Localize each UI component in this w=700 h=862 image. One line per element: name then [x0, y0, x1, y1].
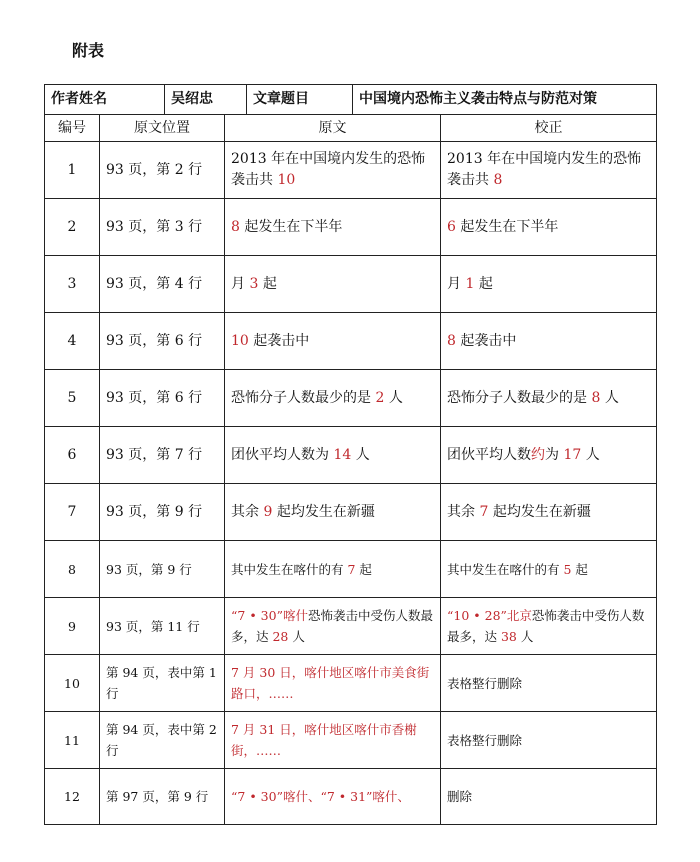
text-segment: 起 [474, 275, 493, 292]
text-segment: 恐怖袭击中受伤人数最多，达 [231, 608, 433, 644]
header-location: 原文位置 [100, 115, 225, 142]
row-original [225, 484, 441, 541]
meta-row [45, 85, 657, 115]
text-segment: 人 [600, 389, 619, 406]
text-segment: 起袭击中 [248, 332, 310, 349]
header-row [45, 115, 657, 142]
row-correction [441, 712, 657, 769]
author-label: 作者姓名 [45, 85, 165, 114]
row-number: 10 [45, 655, 100, 712]
row-original [225, 541, 441, 598]
row-original [225, 142, 441, 199]
table-row [45, 313, 657, 370]
table-row [45, 427, 657, 484]
row-correction [441, 769, 657, 825]
text-segment: 2013 年在中国境内发生的恐怖袭击共 [447, 151, 642, 188]
row-number: 3 [45, 256, 100, 313]
text-segment: 人 [351, 446, 370, 463]
highlighted-text: 9 [263, 503, 273, 520]
row-correction [441, 142, 657, 199]
highlighted-text: 8 [493, 172, 503, 188]
highlighted-text: 14 [333, 446, 352, 463]
text-segment: 2013 年在中国境内发生的恐怖袭击共 [231, 151, 426, 188]
text-segment: 人 [581, 446, 600, 463]
table-row [45, 370, 657, 427]
row-location: 第 97 页，第 9 行 [100, 769, 225, 825]
text-segment: 人 [384, 389, 403, 406]
highlighted-text: 8 [447, 332, 456, 349]
text-segment: 恐怖分子人数最少的是 [447, 389, 592, 406]
table-row [45, 712, 657, 769]
text-segment: 人 [288, 629, 305, 644]
text-segment: 为 [545, 446, 564, 463]
article-title: 中国境内恐怖主义袭击特点与防范对策 [359, 91, 597, 107]
header-correction: 校正 [441, 115, 657, 142]
text-segment: 其余 [231, 503, 264, 520]
text-segment: 起 [355, 561, 372, 577]
table-row [45, 142, 657, 199]
row-correction [441, 541, 657, 598]
highlighted-text: 7 月 30 日，喀什地区喀什市美食街路口，…… [231, 665, 430, 701]
text-segment: 恐怖袭击中受伤人数最多，达 [447, 608, 645, 644]
row-location: 93 页，第 3 行 [100, 199, 225, 256]
row-correction [441, 427, 657, 484]
highlighted-text: 10 [231, 332, 249, 349]
table-row [45, 484, 657, 541]
text-segment: 月 [447, 275, 466, 292]
table-row [45, 769, 657, 825]
meta-cell [45, 85, 657, 115]
row-location: 第 94 页，表中第 2 行 [100, 712, 225, 769]
text-segment: 起袭击中 [455, 332, 517, 349]
highlighted-text: 8 [231, 218, 240, 235]
row-location: 93 页，第 4 行 [100, 256, 225, 313]
row-location: 93 页，第 7 行 [100, 427, 225, 484]
row-original [225, 427, 441, 484]
highlighted-text: 2 [375, 389, 385, 406]
row-location: 93 页，第 2 行 [100, 142, 225, 199]
text-segment: 起发生在下半年 [455, 218, 559, 235]
highlighted-text: 38 [500, 629, 517, 644]
appendix-title: 附表 [72, 41, 105, 60]
title-label: 文章题目 [247, 85, 353, 114]
row-original [225, 598, 441, 655]
highlighted-text: 10 [277, 172, 296, 188]
highlighted-text: 1 [465, 275, 475, 292]
row-correction [441, 199, 657, 256]
errata-table [44, 84, 657, 825]
highlighted-text: “7 • 30”喀什 [231, 608, 308, 623]
row-location: 93 页，第 9 行 [100, 541, 225, 598]
row-location: 93 页，第 9 行 [100, 484, 225, 541]
row-correction [441, 370, 657, 427]
highlighted-text: 7 月 31 日，喀什地区喀什市香榭街，…… [231, 722, 417, 758]
row-location: 93 页，第 11 行 [100, 598, 225, 655]
highlighted-text: 7 [347, 561, 356, 577]
table-row [45, 598, 657, 655]
text-segment: 表格整行删除 [447, 675, 523, 691]
text-segment: 恐怖分子人数最少的是 [231, 389, 376, 406]
header-original: 原文 [225, 115, 441, 142]
row-number: 2 [45, 199, 100, 256]
table-row [45, 199, 657, 256]
highlighted-text: 7 [479, 503, 489, 520]
table-row [45, 541, 657, 598]
text-segment: 起发生在下半年 [239, 218, 343, 235]
text-segment: 表格整行删除 [447, 732, 523, 748]
highlighted-text: 5 [563, 561, 572, 577]
row-number: 1 [45, 142, 100, 199]
highlighted-text: “10 • 28”北京 [447, 608, 532, 623]
row-original [225, 313, 441, 370]
row-location: 93 页，第 6 行 [100, 313, 225, 370]
text-segment: 其中发生在喀什的有 [231, 561, 348, 577]
row-number: 9 [45, 598, 100, 655]
row-original [225, 256, 441, 313]
row-location: 第 94 页，表中第 1 行 [100, 655, 225, 712]
row-number: 6 [45, 427, 100, 484]
text-segment: 其中发生在喀什的有 [447, 561, 564, 577]
row-original [225, 655, 441, 712]
row-number: 8 [45, 541, 100, 598]
row-original [225, 370, 441, 427]
row-number: 7 [45, 484, 100, 541]
row-correction [441, 655, 657, 712]
row-number: 4 [45, 313, 100, 370]
header-num: 编号 [45, 115, 100, 142]
row-location: 93 页，第 6 行 [100, 370, 225, 427]
row-number: 5 [45, 370, 100, 427]
text-segment: 团伙平均人数 [447, 446, 531, 463]
text-segment: 人 [516, 629, 534, 644]
table-row [45, 655, 657, 712]
text-segment: 团伙平均人数为 [231, 446, 334, 463]
table-row [45, 256, 657, 313]
text-segment: 起均发生在新疆 [488, 503, 591, 520]
highlighted-text: 17 [563, 446, 582, 463]
row-original [225, 199, 441, 256]
highlighted-text: 3 [249, 275, 259, 292]
highlighted-text: “7 • 30”喀什、“7 • 31”喀什、 [231, 789, 410, 804]
row-correction [441, 256, 657, 313]
text-segment: 其余 [447, 503, 480, 520]
row-correction [441, 598, 657, 655]
highlighted-text: 8 [591, 389, 601, 406]
row-original [225, 769, 441, 825]
row-number: 11 [45, 712, 100, 769]
text-segment: 起均发生在新疆 [272, 503, 375, 520]
text-segment: 起 [571, 561, 588, 577]
highlighted-text: 28 [272, 629, 289, 644]
text-segment: 删除 [447, 789, 473, 804]
row-original [225, 712, 441, 769]
row-correction [441, 484, 657, 541]
row-correction [441, 313, 657, 370]
author-name: 吴绍忠 [165, 85, 247, 114]
highlighted-text: 6 [447, 218, 456, 235]
highlighted-text: 约 [531, 446, 545, 463]
text-segment: 月 [231, 275, 250, 292]
text-segment: 起 [258, 275, 277, 292]
row-number: 12 [45, 769, 100, 825]
